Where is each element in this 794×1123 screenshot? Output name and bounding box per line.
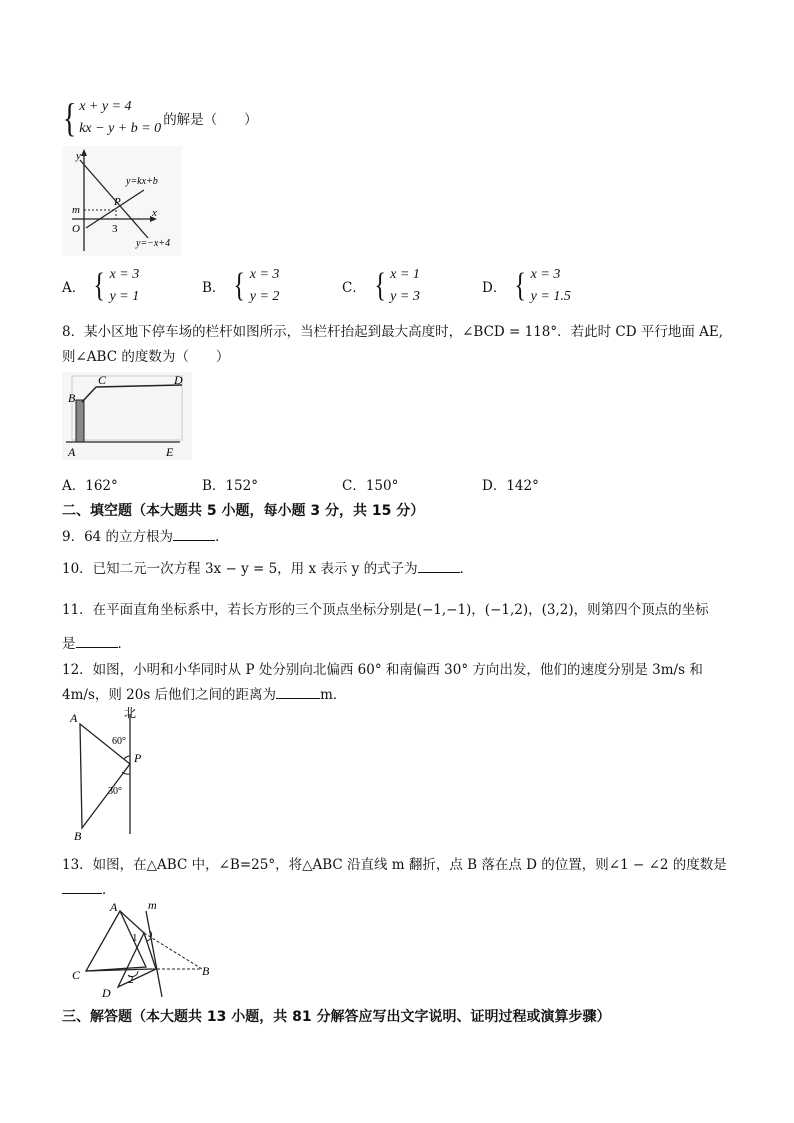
label-d: D <box>174 373 183 387</box>
gate-post <box>76 400 84 442</box>
section-2-heading: 二、填空题（本大题共 5 小题，每小题 3 分，共 15 分） <box>62 503 425 519</box>
option-x: x = 3 <box>109 267 140 282</box>
brace: { <box>62 95 77 140</box>
q11-line2 <box>62 632 131 652</box>
q7-eq2: kx − y + b = 0 <box>79 121 162 136</box>
q7-graph <box>62 146 182 256</box>
line-kxb-label: y=kx+b <box>126 176 158 187</box>
label-e: E <box>166 445 174 459</box>
q8-option-d[interactable] <box>482 474 539 494</box>
dash-to-b <box>144 933 202 969</box>
q12-text: 4m/s，则 20s 后他们之间的距离为 <box>62 687 277 703</box>
angle-2-label: 2 <box>128 974 134 986</box>
option-system <box>250 264 280 308</box>
option-value: 142° <box>506 478 539 494</box>
label-c: C <box>72 968 81 982</box>
side-a1 <box>120 911 144 933</box>
y-label: y <box>76 150 81 162</box>
angle-30-label: 30° <box>108 786 122 797</box>
option-y: y = 3 <box>390 289 420 304</box>
option-value: 162° <box>85 478 118 494</box>
q12-figure <box>66 704 166 844</box>
option-system <box>390 264 420 308</box>
label-a: A <box>68 445 76 459</box>
option-x: x = 3 <box>249 267 280 282</box>
q13-figure <box>66 897 226 999</box>
option-system <box>531 264 571 308</box>
x-label: x <box>152 207 157 219</box>
q11-end: ． <box>117 636 131 652</box>
q10-answer-blank[interactable] <box>418 560 460 573</box>
angle-60-label: 60° <box>112 736 126 747</box>
brace: { <box>93 267 106 304</box>
q7-option-b[interactable] <box>202 264 279 308</box>
label-m: m <box>148 898 157 912</box>
tick3-label: 3 <box>112 223 118 235</box>
q13-line2 <box>62 878 116 898</box>
q7-system <box>79 96 161 140</box>
q12-end: m． <box>320 687 347 703</box>
q7-option-d[interactable] <box>482 264 571 308</box>
q8-option-a[interactable] <box>62 474 118 494</box>
option-letter: C． <box>342 478 366 494</box>
option-x: x = 1 <box>390 267 420 282</box>
option-letter: D． <box>482 478 507 494</box>
label-a: A <box>70 711 78 725</box>
m-label: m <box>72 204 80 216</box>
brace: { <box>514 267 527 304</box>
label-d: D <box>102 986 111 999</box>
line-neg-label: y=−x+4 <box>136 238 171 249</box>
q9-end: ． <box>215 529 229 545</box>
q12-line1: 12．如图，小明和小华同时从 P 处分别向北偏西 60° 和南偏西 30° 方向出发，他们的速度分别是 3m/s 和 <box>62 662 703 678</box>
label-b: B <box>74 829 82 843</box>
q7-suffix: 的解是（ ） <box>163 112 258 128</box>
q7-option-c[interactable] <box>342 264 420 308</box>
angle-1-label: 1 <box>132 932 138 944</box>
q13-end: ． <box>102 882 116 898</box>
label-a: A <box>110 900 118 914</box>
q11-prefix: 是 <box>62 636 76 652</box>
q7-stem <box>60 96 258 140</box>
option-system <box>110 264 140 308</box>
q12-line2 <box>62 683 346 703</box>
q9-answer-blank[interactable] <box>173 528 215 541</box>
option-y: y = 1.5 <box>530 289 571 304</box>
q10 <box>62 557 473 577</box>
label-c: C <box>98 373 107 387</box>
q11-line1: 11．在平面直角坐标系中，若长方形的三个顶点坐标分别是(−1,−1)，(−1,2)，(3,2)，则第四个顶点的坐标 <box>62 602 709 618</box>
q11-answer-blank[interactable] <box>76 635 118 648</box>
north-label: 北 <box>124 706 137 720</box>
option-letter: B． <box>202 280 226 296</box>
q13-line1: 13．如图，在△ABC 中，∠B=25°，将△ABC 沿直线 m 翻折，点 B 落在点 D 的位置，则∠1 − ∠2 的度数是 <box>62 857 727 873</box>
q7-eq1: x + y = 4 <box>79 99 132 114</box>
label-b: B <box>202 964 210 978</box>
angle-60-arc <box>124 756 130 759</box>
brace: { <box>374 267 386 304</box>
q9-text: 9．64 的立方根为 <box>62 529 174 545</box>
q8-option-c[interactable] <box>342 474 398 494</box>
p-label: P <box>114 196 121 208</box>
option-x: x = 3 <box>530 267 561 282</box>
option-letter: C． <box>342 280 366 296</box>
q8-line1: 8．某小区地下停车场的栏杆如图所示，当栏杆抬起到最大高度时，∠BCD = 118°．若此时 CD 平行地面 AE, <box>62 324 724 340</box>
q10-end: ． <box>459 561 474 577</box>
option-y: y = 2 <box>249 289 280 304</box>
option-letter: A． <box>62 280 86 296</box>
q9 <box>62 525 229 545</box>
q13-answer-blank[interactable] <box>62 881 102 894</box>
q12-answer-blank[interactable] <box>276 686 320 699</box>
section-3-heading: 三、解答题（本大题共 13 小题，共 81 分解答应写出文字说明、证明过程或演算步骤） <box>62 1009 611 1025</box>
option-value: 152° <box>225 478 258 494</box>
origin-label: O <box>72 223 80 235</box>
option-y: y = 1 <box>109 289 140 304</box>
q8-figure <box>62 372 192 460</box>
option-letter: B． <box>202 478 226 494</box>
q7-option-a[interactable] <box>62 264 139 308</box>
option-letter: A． <box>62 478 86 494</box>
option-letter: D． <box>482 280 507 296</box>
label-b: B <box>68 391 76 405</box>
option-value: 150° <box>365 478 399 494</box>
label-p: P <box>134 751 142 765</box>
q8-option-b[interactable] <box>202 474 258 494</box>
brace: { <box>233 267 246 304</box>
q8-line2: 则∠ABC 的度数为（ ） <box>62 349 230 365</box>
q10-text: 10．已知二元一次方程 3x − y = 5，用 x 表示 y 的式子为 <box>62 561 418 577</box>
fold-line-m <box>146 911 162 997</box>
